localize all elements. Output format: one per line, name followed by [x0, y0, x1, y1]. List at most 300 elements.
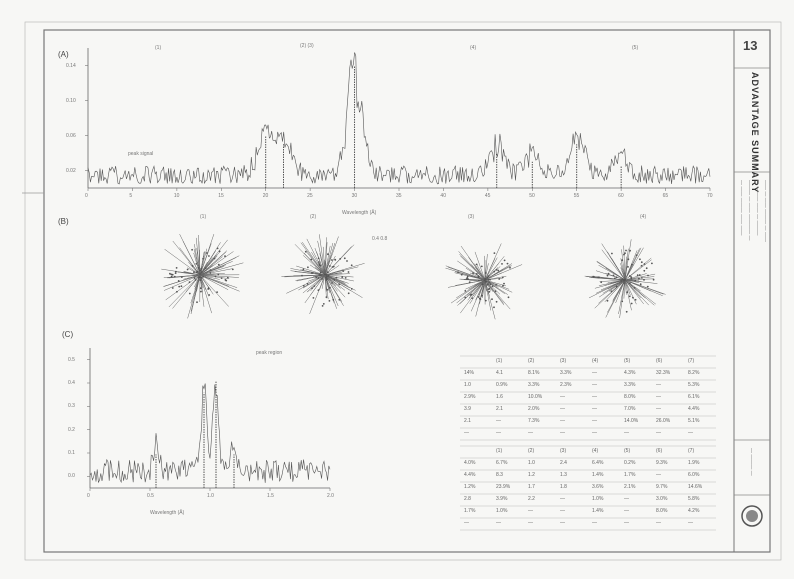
burst-dot [488, 282, 490, 284]
burst-dot [629, 296, 631, 298]
y-tick-label: 0.1 [68, 450, 75, 456]
burst-dot [344, 257, 346, 259]
burst-dot [310, 259, 312, 261]
x-tick-label: 2.0 [327, 493, 334, 499]
note-line-2: — ——— —— — ——— [754, 180, 760, 236]
burst-dot [636, 254, 638, 256]
x-tick-label: 25 [307, 193, 313, 199]
burst-dot [492, 285, 494, 287]
burst-dot [478, 296, 480, 298]
burst-dot [593, 276, 595, 278]
burst-dot [197, 267, 199, 269]
burst-ray [625, 258, 651, 280]
table1-cell: — [592, 370, 597, 376]
burst-dot [322, 305, 324, 307]
table2-cell: 2.8 [464, 496, 471, 502]
outer-border [44, 30, 770, 552]
burst-dot [196, 301, 198, 303]
table1-cell: — [688, 430, 693, 436]
burst-dot [311, 287, 313, 289]
table2-cell: — [656, 520, 661, 526]
burst-dot [628, 258, 630, 260]
burst-dot [329, 265, 331, 267]
table1-cell: 3.3% [560, 370, 572, 376]
burst-dot [643, 279, 645, 281]
burst-dot [623, 254, 625, 256]
burst-dot [641, 277, 643, 279]
x-tick-label: 5 [129, 193, 133, 199]
table2-cell: 8.0% [656, 508, 668, 514]
table2-cell: 1.4% [592, 472, 604, 478]
table2-cell: 9.7% [656, 484, 668, 490]
burst-dot [318, 263, 320, 265]
burst-dot [627, 266, 629, 268]
burst-dot [303, 269, 305, 271]
table1-cell: 2.1 [464, 418, 471, 424]
x-tick-label: 70 [707, 193, 713, 199]
spectrum-line [88, 53, 710, 185]
burst-dot [232, 269, 234, 271]
burst-dot [494, 252, 496, 254]
burst-dot [631, 264, 633, 266]
burst-dot [643, 270, 645, 272]
burst-dot [496, 301, 498, 303]
burst-dot [333, 266, 335, 268]
burst-dot [509, 267, 511, 269]
burst-dot [189, 281, 191, 283]
burst-dot [221, 277, 223, 279]
burst-dot [216, 291, 218, 293]
burst-dot [339, 258, 341, 260]
burst-dot [607, 275, 609, 277]
burst-dot [608, 273, 610, 275]
burst-dot [634, 280, 636, 282]
burst-dot [331, 259, 333, 261]
table2-cell: 3.9% [496, 496, 508, 502]
table2-cell: — [592, 520, 597, 526]
burst-dot [217, 274, 219, 276]
table2-cell: 3.6% [592, 484, 604, 490]
burst-dot [192, 265, 194, 267]
table2-cell: 9.3% [656, 460, 668, 466]
burst-dot [214, 258, 216, 260]
burst-dot [197, 271, 199, 273]
table1-cell: — [592, 418, 597, 424]
burst-dot [495, 290, 497, 292]
table2-header: (3) [560, 448, 567, 454]
table2-cell: — [656, 472, 661, 478]
x-tick-label: 0 [85, 193, 88, 199]
table1-cell: 3.9 [464, 406, 471, 412]
burst-dot [323, 303, 325, 305]
table1-cell: 3.3% [624, 382, 636, 388]
table1-cell: 0.9% [496, 382, 508, 388]
burst-dot [503, 283, 505, 285]
burst-dot [478, 280, 480, 282]
burst-dot [653, 279, 655, 281]
burst-dot [616, 286, 618, 288]
burst-dot [317, 277, 319, 279]
burst-dot [342, 270, 344, 272]
table2-header: (4) [592, 448, 599, 454]
burst-dot [318, 261, 320, 263]
burst-dot [632, 297, 634, 299]
table2-cell: 6.0% [688, 472, 700, 478]
burst-dot [195, 279, 197, 281]
table2-cell: 4.4% [464, 472, 476, 478]
table1-cell: — [592, 382, 597, 388]
burst-dot [202, 276, 204, 278]
burst-dot [201, 271, 203, 273]
stamp-text: — ——— — [748, 448, 754, 476]
burst-dot [485, 300, 487, 302]
panel-b-col-1: (1) [200, 214, 207, 220]
burst-dot [620, 280, 622, 282]
burst-dot [305, 251, 307, 253]
burst-dot [175, 271, 177, 273]
burst-dot [626, 311, 628, 313]
x-tick-label: 10 [173, 193, 180, 199]
x-tick-label: 40 [440, 193, 446, 199]
table2-cell: 8.3 [496, 472, 503, 478]
table2-cell: 1.8 [560, 484, 567, 490]
burst-dot [485, 272, 487, 274]
burst-dot [174, 276, 176, 278]
burst-dot [187, 269, 189, 271]
burst-dot [338, 283, 340, 285]
table1-cell: — [560, 406, 565, 412]
burst-dot [176, 291, 178, 293]
table1-cell: 8.0% [624, 394, 636, 400]
burst-dot [625, 250, 627, 252]
burst-dot [627, 291, 629, 293]
burst-dot [461, 274, 463, 276]
burst-dot [611, 253, 613, 255]
panel-c-annotation: peak region [256, 350, 283, 356]
burst-dot [651, 263, 653, 265]
table1-cell: 2.3% [560, 382, 572, 388]
table1-cell: — [624, 430, 629, 436]
table1-header: (2) [528, 358, 535, 364]
burst-dot [346, 260, 348, 262]
burst-dot [639, 274, 641, 276]
y-tick-label: 0.4 [68, 380, 75, 386]
burst-ray [200, 275, 212, 313]
table2-cell: — [528, 520, 533, 526]
burst-dot [508, 296, 510, 298]
burst-dot [487, 279, 489, 281]
burst-dot [621, 301, 623, 303]
table1-cell: 26.0% [656, 418, 671, 424]
burst-dot [191, 249, 193, 251]
burst-dot [313, 285, 315, 287]
burst-dot [175, 272, 177, 274]
burst-dot [476, 273, 478, 275]
burst-dot [621, 279, 623, 281]
burst-dot [348, 271, 350, 273]
burst-dot [502, 277, 504, 279]
burst-dot [497, 270, 499, 272]
table1-cell: — [592, 406, 597, 412]
x-tick-label: 45 [484, 193, 491, 199]
burst-dot [200, 268, 202, 270]
sheet-number: 13 [743, 38, 758, 53]
burst-dot [489, 279, 491, 281]
burst-dot [194, 277, 196, 279]
burst-dot [331, 282, 333, 284]
table1-header: (4) [592, 358, 599, 364]
burst-dot [485, 281, 487, 283]
burst-dot [502, 285, 504, 287]
table2-header: (7) [688, 448, 695, 454]
burst-dot [227, 277, 229, 279]
burst-dot [457, 271, 459, 273]
table2-cell: 3.0% [656, 496, 668, 502]
y-tick-label: 0.14 [66, 62, 76, 69]
burst-dot [311, 272, 313, 274]
burst-dot [303, 285, 305, 287]
panel-a-col-1: (1) [155, 45, 162, 51]
x-tick-label: 65 [662, 193, 669, 199]
table2-cell: 2.2 [528, 496, 535, 502]
burst-dot [178, 280, 180, 282]
table1-cell: — [560, 430, 565, 436]
drawing-title: ADVANTAGE SUMMARY [750, 72, 760, 194]
burst-dot [493, 271, 495, 273]
table2-cell: 14.6% [688, 484, 703, 490]
spectrum-line [90, 384, 330, 483]
table2-cell: 1.7 [528, 484, 535, 490]
burst-dot [634, 287, 636, 289]
seal-core [746, 510, 758, 522]
burst-dot [195, 263, 197, 265]
table2-cell: 2.4 [560, 460, 567, 466]
burst-dot [600, 281, 602, 283]
note-line-4: — —— ——— —— —— [738, 180, 744, 236]
table2-cell: — [496, 520, 501, 526]
x-tick-label: 35 [396, 193, 402, 199]
starburst-panel-b [161, 234, 665, 319]
burst-dot [351, 264, 353, 266]
burst-dot [329, 287, 331, 289]
table1-cell: — [592, 394, 597, 400]
burst-dot [210, 269, 212, 271]
burst-ray [200, 275, 228, 290]
x-tick-label: 0.5 [147, 493, 154, 499]
burst-dot [638, 278, 640, 280]
burst-dot [464, 290, 466, 292]
table2-cell: — [560, 496, 565, 502]
burst-dot [193, 271, 195, 273]
burst-dot [646, 267, 648, 269]
table1-cell: 1.0 [464, 382, 471, 388]
burst-dot [307, 266, 309, 268]
table1-cell: — [560, 394, 565, 400]
burst-dot [631, 303, 633, 305]
table1-header: (3) [560, 358, 567, 364]
burst-dot [215, 276, 217, 278]
table1-cell: — [656, 430, 661, 436]
y-tick-label: 0.5 [68, 356, 75, 363]
y-tick-label: 0.3 [68, 403, 75, 410]
burst-dot [498, 278, 500, 280]
burst-dot [614, 278, 616, 280]
table1-cell: 10.0% [528, 394, 543, 400]
table1-cell: — [496, 430, 501, 436]
burst-dot [321, 278, 323, 280]
burst-dot [476, 264, 478, 266]
burst-dot [501, 263, 503, 265]
table1-header: (5) [624, 358, 631, 364]
burst-dot [320, 272, 322, 274]
table1-cell: — [656, 394, 661, 400]
table1-cell: 2.1 [496, 406, 503, 412]
panel-b-col-2: (2) [310, 214, 317, 220]
burst-dot [487, 277, 489, 279]
x-tick-label: 1.0 [207, 493, 214, 499]
x-tick-label: 60 [618, 193, 624, 199]
burst-dot [327, 253, 329, 255]
burst-dot [338, 299, 340, 301]
burst-dot [480, 298, 482, 300]
burst-dot [336, 277, 338, 279]
panel-b-annotation: 0.4 0.8 [372, 236, 388, 242]
burst-dot [629, 282, 631, 284]
table2-cell: 5.8% [688, 496, 700, 502]
burst-dot [199, 269, 201, 271]
table1-cell: 4.1 [496, 370, 503, 376]
table2-cell: 1.2 [528, 472, 535, 478]
table2-header: (1) [496, 448, 503, 454]
table1-header: (1) [496, 358, 503, 364]
x-tick-label: 0 [87, 493, 90, 499]
burst-dot [318, 274, 320, 276]
table1-cell: — [560, 418, 565, 424]
table2-cell: — [528, 508, 533, 514]
note-line-1: —— — —— ——— — —— [762, 180, 768, 242]
burst-dot [482, 283, 484, 285]
burst-dot [637, 274, 639, 276]
burst-dot [326, 296, 328, 298]
burst-dot [471, 297, 473, 299]
table1-cell: 8.1% [528, 370, 540, 376]
burst-dot [629, 275, 631, 277]
burst-dot [181, 285, 183, 287]
burst-dot [189, 293, 191, 295]
panel-a-label: (A) [58, 50, 69, 59]
burst-dot [341, 276, 343, 278]
burst-dot [472, 272, 474, 274]
panel-c-x-caption: Wavelength (Å) [150, 510, 185, 516]
burst-dot [200, 291, 202, 293]
burst-ray [457, 261, 485, 280]
panel-b-label: (B) [58, 217, 69, 226]
burst-dot [490, 283, 492, 285]
burst-dot [481, 266, 483, 268]
burst-dot [351, 288, 353, 290]
panel-a-col-4: (5) [632, 45, 639, 51]
burst-dot [328, 275, 330, 277]
y-tick-label: 0.0 [68, 473, 75, 480]
chart-c [87, 348, 330, 491]
burst-dot [469, 281, 471, 283]
table1-cell: 8.2% [688, 370, 700, 376]
table1-cell: — [528, 430, 533, 436]
burst-dot [225, 280, 227, 282]
burst-dot [176, 267, 178, 269]
table2-cell: 1.9% [688, 460, 700, 466]
burst-dot [217, 248, 219, 250]
burst-dot [178, 286, 180, 288]
table2-cell: — [688, 520, 693, 526]
burst-dot [487, 284, 489, 286]
burst-dot [611, 290, 613, 292]
burst-dot [326, 289, 328, 291]
burst-dot [488, 288, 490, 290]
burst-dot [467, 276, 469, 278]
table1-cell: — [656, 406, 661, 412]
table2-cell: 1.7% [624, 472, 636, 478]
table2-cell: — [624, 520, 629, 526]
table2-header: (6) [656, 448, 663, 454]
burst-dot [621, 259, 623, 261]
outer-frame [25, 22, 781, 560]
table2-cell: 1.0% [496, 508, 508, 514]
table2-header: (2) [528, 448, 535, 454]
table1-cell: 5.3% [688, 382, 700, 388]
table1-cell: 6.1% [688, 394, 700, 400]
table2-cell: — [560, 520, 565, 526]
y-tick-label: 0.2 [68, 426, 75, 433]
table1-cell: 4.4% [688, 406, 700, 412]
table1-cell: 2.0% [528, 406, 540, 412]
table2-cell: 1.0 [528, 460, 535, 466]
table2-cell: 6.7% [496, 460, 508, 466]
panel-b-col-3: (3) [468, 214, 475, 220]
burst-dot [313, 297, 315, 299]
x-tick-label: 15 [218, 193, 224, 199]
burst-dot [199, 279, 201, 281]
burst-dot [491, 298, 493, 300]
table2-cell: — [624, 508, 629, 514]
burst-dot [644, 263, 646, 265]
burst-dot [640, 283, 642, 285]
burst-dot [329, 300, 331, 302]
table1-cell: — [592, 430, 597, 436]
x-tick-label: 1.5 [267, 493, 274, 499]
burst-dot [471, 294, 473, 296]
panel-a-annotation: peak signal [128, 151, 154, 157]
burst-dot [489, 291, 491, 293]
burst-dot [224, 255, 226, 257]
table2-cell: — [624, 496, 629, 502]
x-tick-label: 30 [351, 193, 358, 199]
burst-dot [332, 299, 334, 301]
burst-dot [199, 273, 201, 275]
burst-dot [206, 252, 208, 254]
table2-cell: 4.0% [464, 460, 476, 466]
y-tick-label: 0.06 [66, 132, 76, 139]
burst-dot [641, 261, 643, 263]
x-tick-label: 55 [573, 193, 580, 199]
table2-cell: 1.0% [592, 496, 604, 502]
burst-dot [639, 258, 641, 260]
burst-dot [466, 278, 468, 280]
table1-cell: — [656, 382, 661, 388]
burst-dot [504, 260, 506, 262]
chart-a [85, 48, 710, 191]
table1-cell: 32.3% [656, 370, 671, 376]
